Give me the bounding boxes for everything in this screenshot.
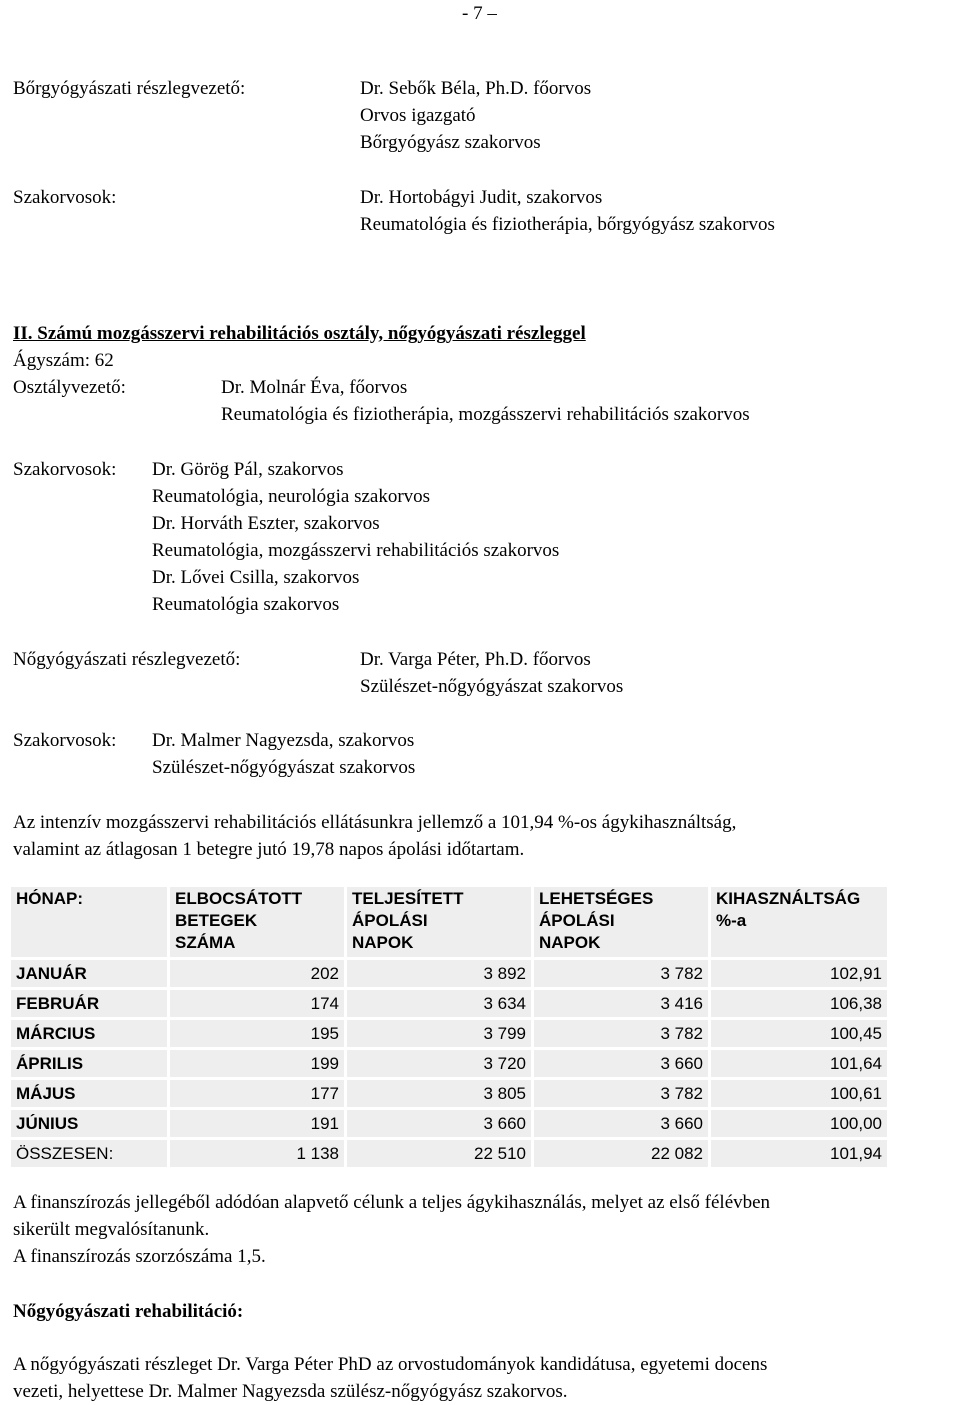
table-cell-label: ÖSSZESEN: <box>11 1140 167 1167</box>
table-cell-value: 1 138 <box>170 1140 344 1167</box>
gyn-spec-qual: Szülészet-nőgyógyászat szakorvos <box>152 757 416 778</box>
section2-head-label: Osztályvezető: <box>13 377 126 398</box>
header-text: KIHASZNÁLTSÁG <box>716 889 861 908</box>
table-row <box>11 1110 887 1137</box>
table-cell-value: 3 634 <box>347 990 531 1017</box>
table-row <box>11 960 887 987</box>
table-cell-value: 3 782 <box>534 1080 708 1107</box>
header-completed-days <box>347 887 531 957</box>
table-cell-value: 3 660 <box>347 1110 531 1137</box>
table-cell-value: 3 805 <box>347 1080 531 1107</box>
table-row <box>11 1080 887 1107</box>
derm-spec-name: Dr. Hortobágyi Judit, szakorvos <box>360 187 603 208</box>
table-cell-value: 22 082 <box>534 1140 708 1167</box>
table-cell-value: 195 <box>170 1020 344 1047</box>
derm-spec-label: Szakorvosok: <box>13 187 117 208</box>
table-cell-label: JANUÁR <box>11 960 167 987</box>
table-cell-label: ÁPRILIS <box>11 1050 167 1077</box>
financing-line: A finanszírozás jellegéből adódóan alapvető célunk a teljes ágykihasználás, melyet az első félévben <box>13 1192 771 1213</box>
occupancy-table <box>8 884 890 1170</box>
table-cell-value: 3 416 <box>534 990 708 1017</box>
section2-spec-line: Reumatológia szakorvos <box>152 594 340 615</box>
derm-head-name: Dr. Sebők Béla, Ph.D. főorvos <box>360 78 592 99</box>
table-cell-value: 100,61 <box>711 1080 887 1107</box>
gyn-head-label: Nőgyógyászati részlegvezető: <box>13 649 241 670</box>
gyn-head-qual: Szülészet-nőgyógyászat szakorvos <box>360 676 624 697</box>
header-text: SZÁMA <box>175 933 236 952</box>
table-cell-value: 3 660 <box>534 1110 708 1137</box>
gyn-rehab-line: vezeti, helyettese Dr. Malmer Nagyezsda szülész-nőgyógyász szakorvos. <box>13 1381 568 1402</box>
table-cell-value: 3 799 <box>347 1020 531 1047</box>
header-discharged <box>170 887 344 957</box>
table-row <box>11 990 887 1017</box>
section2-spec-line: Reumatológia, mozgásszervi rehabilitációs szakorvos <box>152 540 560 561</box>
header-month <box>11 887 167 957</box>
header-text: HÓNAP: <box>16 889 84 908</box>
intro-paragraph-line: valamint az átlagosan 1 betegre jutó 19,78 napos ápolási időtartam. <box>13 839 525 860</box>
table-cell-value: 3 782 <box>534 960 708 987</box>
table-total-row <box>11 1140 887 1167</box>
table-cell-value: 100,00 <box>711 1110 887 1137</box>
section2-spec-line: Dr. Lővei Csilla, szakorvos <box>152 567 360 588</box>
table-cell-value: 3 782 <box>534 1020 708 1047</box>
derm-head-label: Bőrgyógyászati részlegvezető: <box>13 78 246 99</box>
section2-spec-line: Dr. Görög Pál, szakorvos <box>152 459 344 480</box>
header-text: NAPOK <box>539 933 601 952</box>
table-cell-value: 106,38 <box>711 990 887 1017</box>
section2-beds: Ágyszám: 62 <box>13 350 114 371</box>
gyn-head-name: Dr. Varga Péter, Ph.D. főorvos <box>360 649 591 670</box>
header-text: ÁPOLÁSI <box>352 911 428 930</box>
financing-line: sikerült megvalósítanunk. <box>13 1219 210 1240</box>
section2-spec-line: Dr. Horváth Eszter, szakorvos <box>152 513 380 534</box>
table-cell-value: 102,91 <box>711 960 887 987</box>
header-text: BETEGEK <box>175 911 258 930</box>
intro-paragraph-line: Az intenzív mozgásszervi rehabilitációs ellátásunkra jellemző a 101,94 %-os ágykihasználtság, <box>13 812 737 833</box>
table-cell-label: FEBRUÁR <box>11 990 167 1017</box>
table-cell-value: 202 <box>170 960 344 987</box>
header-text: LEHETSÉGES <box>539 889 654 908</box>
table-cell-label: MÁJUS <box>11 1080 167 1107</box>
table-cell-value: 177 <box>170 1080 344 1107</box>
table-row <box>11 1020 887 1047</box>
header-text: ELBOCSÁTOTT <box>175 889 303 908</box>
table-cell-value: 3 720 <box>347 1050 531 1077</box>
derm-head-spec: Bőrgyógyász szakorvos <box>360 132 541 153</box>
section2-spec-label: Szakorvosok: <box>13 459 117 480</box>
gyn-spec-name: Dr. Malmer Nagyezsda, szakorvos <box>152 730 415 751</box>
section2-head-name: Dr. Molnár Éva, főorvos <box>221 377 408 398</box>
derm-head-title: Orvos igazgató <box>360 105 476 126</box>
table-cell-value: 174 <box>170 990 344 1017</box>
header-utilization <box>711 887 887 957</box>
section2-spec-line: Reumatológia, neurológia szakorvos <box>152 486 431 507</box>
header-text: NAPOK <box>352 933 414 952</box>
section2-head-qual: Reumatológia és fiziotherápia, mozgásszervi rehabilitációs szakorvos <box>221 404 750 425</box>
table-cell-label: JÚNIUS <box>11 1110 167 1137</box>
header-possible-days <box>534 887 708 957</box>
table-row <box>11 1050 887 1077</box>
page-number: - 7 – <box>462 3 497 24</box>
table-cell-value: 191 <box>170 1110 344 1137</box>
table-cell-value: 199 <box>170 1050 344 1077</box>
gyn-rehab-heading: Nőgyógyászati rehabilitáció: <box>13 1301 244 1322</box>
header-text: ÁPOLÁSI <box>539 911 615 930</box>
table-header-row <box>11 887 887 957</box>
table-cell-value: 101,94 <box>711 1140 887 1167</box>
table-cell-label: MÁRCIUS <box>11 1020 167 1047</box>
table-cell-value: 101,64 <box>711 1050 887 1077</box>
financing-line: A finanszírozás szorzószáma 1,5. <box>13 1246 266 1267</box>
header-text: TELJESÍTETT <box>352 889 464 908</box>
table-cell-value: 3 892 <box>347 960 531 987</box>
header-text: %-a <box>716 911 747 930</box>
derm-spec-qual: Reumatológia és fiziotherápia, bőrgyógyász szakorvos <box>360 214 775 235</box>
section2-heading: II. Számú mozgásszervi rehabilitációs osztály, nőgyógyászati részleggel <box>13 323 586 344</box>
gyn-spec-label: Szakorvosok: <box>13 730 117 751</box>
gyn-rehab-line: A nőgyógyászati részleget Dr. Varga Péter PhD az orvostudományok kandidátusa, egyetemi docens <box>13 1354 768 1375</box>
table-cell-value: 3 660 <box>534 1050 708 1077</box>
table-cell-value: 22 510 <box>347 1140 531 1167</box>
table-cell-value: 100,45 <box>711 1020 887 1047</box>
